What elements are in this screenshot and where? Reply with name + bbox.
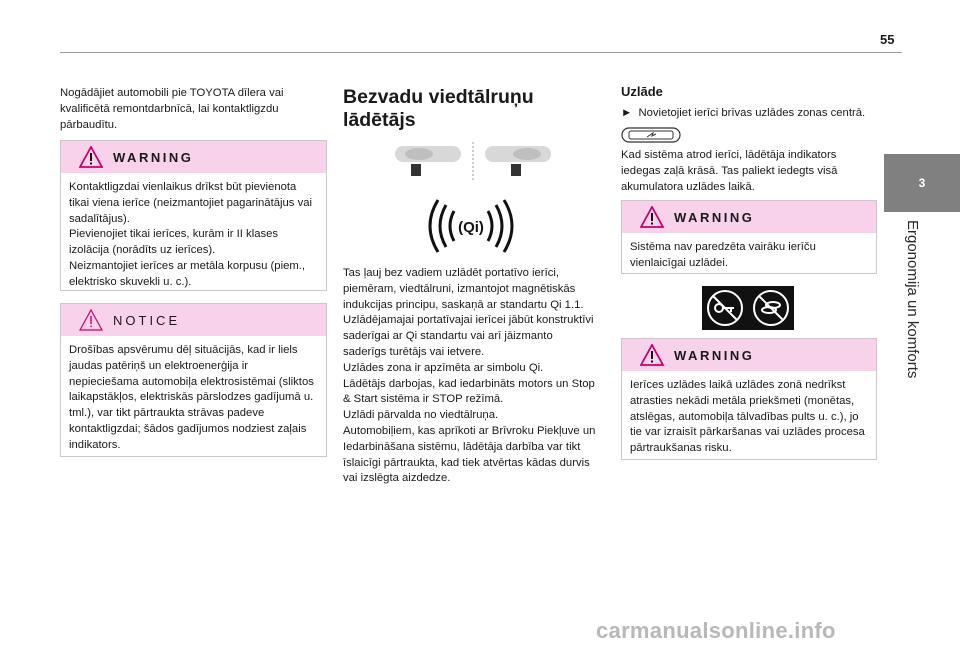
warning-label: WARNING xyxy=(113,150,194,165)
body-para: Uzlādējamajai portatīvajai ierīcei jābūt konstruktīvi saderīgai ar Qi standartu vai arī jāizmanto saderīgs turētājs vai ietvere. xyxy=(343,314,594,358)
charging-heading: Uzlāde xyxy=(621,84,663,99)
warning-triangle-icon xyxy=(640,344,664,366)
warning-header xyxy=(622,339,876,371)
warning-line: Neizmantojiet ierīces ar metāla korpusu (piem., elektrisko skuvekli u. c.). xyxy=(69,259,306,288)
warning-body xyxy=(61,173,326,299)
bullet-item xyxy=(621,107,865,119)
chapter-tab[interactable]: 3 xyxy=(884,154,960,212)
charging-para: Kad sistēma atrod ierīci, lādētāja indikators iedegas zaļā krāsā. Tas paliekt iedegts visā akumulatora uzlādes laikā. xyxy=(621,149,838,193)
body-para: Tas ļauj bez vadiem uzlādēt portatīvo ierīci, piemēram, viedtālruni, izmantojot magnētiskās indukcijas principu, saskaņā ar standartu Qi 1.1. xyxy=(343,267,584,311)
page-number: 55 xyxy=(880,32,895,47)
warning-header xyxy=(61,141,326,173)
no-metal-objects-icon xyxy=(702,286,794,330)
notice-body xyxy=(61,336,326,462)
footer-watermark[interactable]: carmanualsonline.info xyxy=(596,618,836,643)
warning-box-3 xyxy=(621,338,877,460)
body-para: Uzlādes zona ir apzīmēta ar simbolu Qi. xyxy=(343,361,544,374)
steering-wheel-location-icon xyxy=(393,142,553,180)
warning-box-1 xyxy=(60,140,327,291)
notice-header xyxy=(61,304,326,336)
warning-text: Sistēma nav paredzēta vairāku ierīču vienlaicīgai uzlādei. xyxy=(630,241,816,269)
notice-box xyxy=(60,303,327,457)
col1-intro xyxy=(60,86,322,133)
section-heading: Bezvadu viedtālruņu lādētājs xyxy=(343,86,534,131)
body-para: Lādētājs darbojas, kad iedarbināts motors un Stop & Start sistēma ir STOP režīmā. xyxy=(343,377,595,406)
warning-body xyxy=(622,233,876,280)
warning-triangle-icon xyxy=(79,146,103,168)
warning-label: WARNING xyxy=(674,210,755,225)
warning-triangle-icon xyxy=(640,206,664,228)
qi-symbol: (Qi) xyxy=(458,219,484,236)
warning-line: Kontaktligzdai vienlaikus drīkst būt pievienota tikai viena ierīce (neizmantojiet pagarinātājus vai sadalītājus). xyxy=(69,181,313,225)
warning-line: Pievienojiet tikai ierīces, kurām ir II klases izolācija (norādīts uz ierīces). xyxy=(69,228,279,257)
body-para: Uzlādi pārvalda no viedtālruņa. xyxy=(343,409,499,422)
notice-text: Drošības apsvērumu dēļ situācijās, kad ir liels jaudas patēriņš un elektroenerģija ir nepieciešama automobiļa elektrosistēmai (sliktos laikapstākļos, elektriskās pārslodzes gadījumā u. tml.), var tikt pārtraukta strāvas padeve kontaktligzdai; šādos gadījumos nodziest zaļais indikators. xyxy=(69,344,314,451)
col2-body xyxy=(343,266,599,487)
warning-text: Ierīces uzlādes laikā uzlādes zonā nedrīkst atrasties nekādi metāla priekšmeti (monētas, atslēgas, automobiļa tālvadības pults u. c.), jo tie var izraisīt pārkaršanas vai uzlādes procesa pārtraukšanas risku. xyxy=(630,379,865,455)
top-rule xyxy=(60,52,902,53)
col3-para xyxy=(621,148,876,195)
intro-text: Nogādājiet automobili pie TOYOTA dīlera vai kvalificētā remontdarbnīcā, lai kontaktligzdu pārbaudītu. xyxy=(60,87,284,131)
warning-label: WARNING xyxy=(674,348,755,363)
body-para: Automobiļiem, kas aprīkoti ar Brīvroku Piekļuve un Iedarbināšana sistēmu, lādētāja darbība var tikt īslaicīgi pārtraukta, kad tiek atvērtas kādas durvis vai izslēgta aizdedze. xyxy=(343,424,596,485)
notice-label: NOTICE xyxy=(113,313,181,328)
qi-wireless-icon xyxy=(424,197,518,255)
chapter-title: Ergonomija un komforts xyxy=(904,220,921,379)
notice-triangle-icon xyxy=(79,309,103,331)
phone-charging-indicator-icon xyxy=(621,127,681,143)
warning-body xyxy=(622,371,876,465)
warning-box-2 xyxy=(621,200,877,274)
bullet-arrow-icon: ► xyxy=(621,107,633,119)
bullet-text: Novietojiet ierīci brīvas uzlādes zonas centrā. xyxy=(638,107,866,119)
warning-header xyxy=(622,201,876,233)
